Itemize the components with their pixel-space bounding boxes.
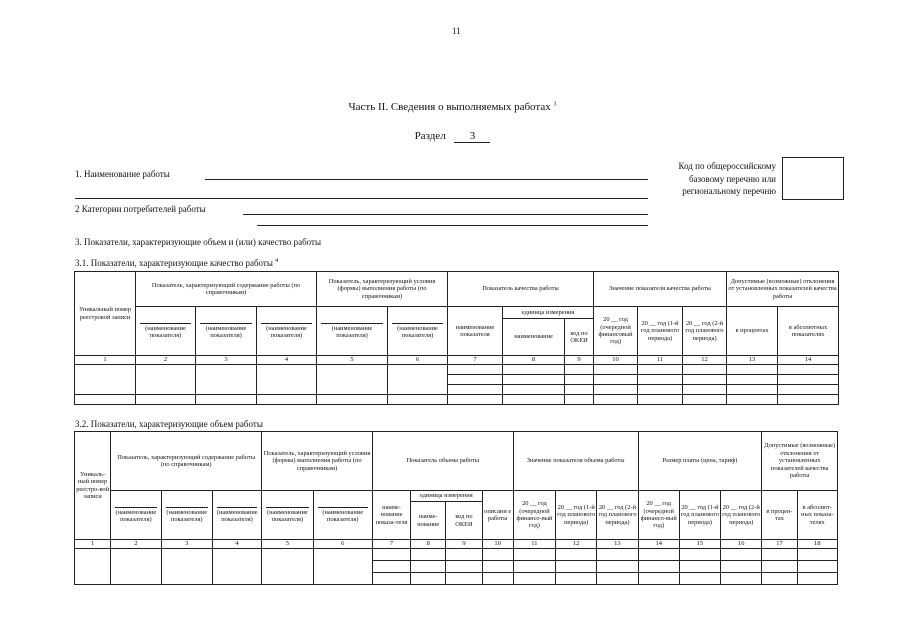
volume-indicator-header: Показатель объема работы: [372, 432, 513, 491]
column-number: 4: [212, 540, 261, 549]
deviations-header: Допустимые (возможные) отклонения от установленных показателей качества работы: [762, 432, 838, 491]
column-number: 18: [797, 540, 837, 549]
fee-year3-subheader: 20 __ год (2-й год планового периода): [721, 491, 762, 540]
section-number: 3: [454, 130, 490, 143]
column-number: 11: [638, 356, 683, 365]
indicator-name-subheader: наиме-нование показа-теля: [372, 491, 410, 540]
quality-heading: 3.1. Показатели, характеризующие качество работы $^4$: [75, 258, 279, 268]
name-subheader: (наименование показателя): [136, 307, 196, 356]
unique-number-header: Уникальный номер реестровой записи: [75, 272, 136, 356]
volume-values-header: Значение показателя объема работы: [513, 432, 638, 491]
absolute-subheader: в абсолютных показателях: [778, 307, 839, 356]
column-number: 11: [513, 540, 555, 549]
column-number: 14: [638, 540, 679, 549]
absolute-subheader: в абсолют-ных показа-телях: [797, 491, 837, 540]
column-number: 7: [448, 356, 503, 365]
column-number: 16: [721, 540, 762, 549]
year1-subheader: 20 __ год (очередной финансо-вый год): [513, 491, 555, 540]
column-number: 5: [262, 540, 313, 549]
unit-subheader: единица измерения: [411, 491, 482, 502]
fee-year1-subheader: 20 __ год (очередной финансо-вый год): [638, 491, 679, 540]
fee-year2-subheader: 20 __ год (1-й год планового периода): [679, 491, 720, 540]
name-subheader: (наименование показателя): [388, 307, 448, 356]
conditions-indicator-header: Показатель, характеризующий условия (формы) выполнения работы (по справочникам): [262, 432, 373, 491]
work-name-line: [205, 179, 648, 180]
column-number: 2: [136, 356, 196, 365]
column-number: 10: [482, 540, 513, 549]
column-number: 5: [317, 356, 388, 365]
column-number: 13: [727, 356, 778, 365]
name-subheader: (наименование показателя): [212, 491, 261, 540]
column-number: 17: [762, 540, 797, 549]
content-indicator-header: Показатель, характеризующий содержание работы (по справочникам): [111, 432, 262, 491]
categories-line-2: [257, 225, 648, 226]
year2-subheader: 20 __ год (1-й год планового периода): [638, 307, 683, 356]
content-indicator-header: Показатель, характеризующий содержание работы (по справочникам): [136, 272, 317, 307]
column-number: 8: [503, 356, 565, 365]
page-number: 11: [452, 26, 461, 36]
okei-subheader: код по ОКЕИ: [565, 319, 594, 356]
column-number: 4: [257, 356, 317, 365]
column-number: 14: [778, 356, 839, 365]
quality-table: [74, 271, 839, 405]
quality-indicator-header: Показатель качества работы: [448, 272, 594, 307]
name-subheader: (наименование показателя): [262, 491, 313, 540]
column-number: 8: [411, 540, 446, 549]
okei-subheader: код по ОКЕИ: [446, 502, 482, 540]
unit-name-subheader: наименование: [503, 319, 565, 356]
indicators-heading: 3. Показатели, характеризующие объем и (или) качество работы: [75, 237, 322, 247]
column-number: 2: [111, 540, 161, 549]
volume-table: [74, 431, 838, 585]
year2-subheader: 20 __ год (1-й год планового периода): [556, 491, 597, 540]
work-name-label: 1. Наименование работы: [75, 169, 170, 179]
year3-subheader: 20 __ год (2-й год планового периода): [683, 307, 727, 356]
unit-subheader: единица измерения: [503, 307, 594, 319]
column-number: 13: [597, 540, 638, 549]
column-number: 3: [161, 540, 212, 549]
quality-values-header: Значение показателя качества работы: [594, 272, 727, 307]
code-box-label: Код по общероссийскому базовому перечню или региональному перечню: [678, 161, 776, 196]
column-number: 1: [75, 356, 136, 365]
categories-label: 2 Категории потребителей работы: [75, 204, 206, 214]
name-subheader: (наименование показателя): [257, 307, 317, 356]
description-subheader: описани е работы: [482, 491, 513, 540]
name-subheader: (наименование показателя): [313, 491, 372, 540]
column-number: 7: [372, 540, 410, 549]
table-row: [75, 365, 839, 375]
page-title: Часть II. Сведения о выполняемых работах $^3$: [348, 101, 557, 113]
year1-subheader: 20 __ год (очередной финансовый год): [594, 307, 638, 356]
percent-subheader: в процентах: [727, 307, 778, 356]
section-heading: [0, 130, 905, 143]
column-number: 12: [556, 540, 597, 549]
column-number: 1: [75, 540, 111, 549]
percent-subheader: в процен-тах: [762, 491, 797, 540]
categories-line: [243, 214, 648, 215]
name-subheader: (наименование показателя): [161, 491, 212, 540]
table-row: [75, 549, 838, 561]
volume-heading: 3.2. Показатели, характеризующие объем работы: [75, 419, 263, 429]
name-subheader: (наименование показателя): [111, 491, 161, 540]
indicator-name-subheader: наименование показателя: [448, 307, 503, 356]
column-number: 9: [565, 356, 594, 365]
fee-header: Размер платы (цена, тариф): [638, 432, 762, 491]
column-number: 10: [594, 356, 638, 365]
code-box: [782, 157, 844, 200]
name-subheader: (наименование показателя): [317, 307, 388, 356]
conditions-indicator-header: Показатель, характеризующий условия (формы) выполнения работы (по справочникам): [317, 272, 448, 307]
unique-number-header: Уникаль-ный номер реестро-вой записи: [75, 432, 111, 540]
column-number: 3: [196, 356, 257, 365]
unit-name-subheader: наиме-нование: [411, 502, 446, 540]
year3-subheader: 20 __ год (2-й год планового периода): [597, 491, 638, 540]
section-label: Раздел: [414, 130, 446, 142]
work-name-line-2: [75, 198, 648, 199]
column-number: 6: [388, 356, 448, 365]
table-row: [75, 395, 839, 405]
column-number: 12: [683, 356, 727, 365]
deviations-header: Допустимые (возможные) отклонения от установленных показателей качества работы: [727, 272, 839, 307]
name-subheader: (наименование показателя): [196, 307, 257, 356]
column-number: 6: [313, 540, 372, 549]
column-number: 9: [446, 540, 482, 549]
column-number: 15: [679, 540, 720, 549]
